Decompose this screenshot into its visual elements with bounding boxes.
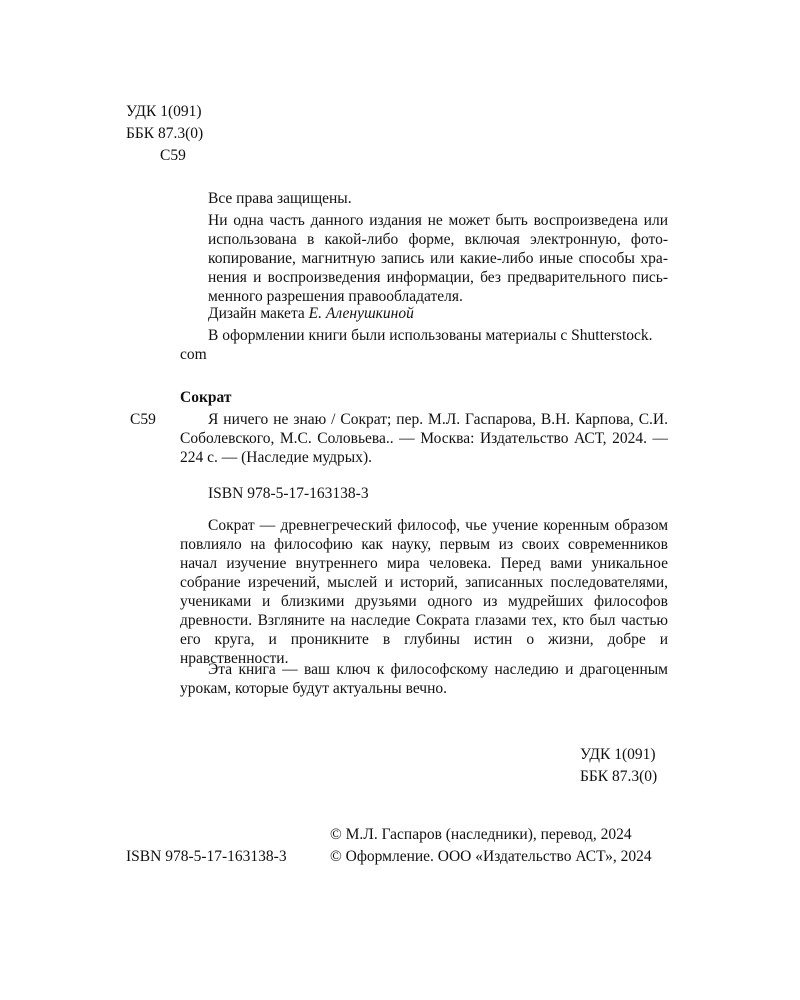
copyright-translation: © М.Л. Гаспаров (наследники), перевод, 2024 <box>330 826 632 843</box>
record-author: Сократ <box>180 389 232 406</box>
record-description: Я ничего не знаю / Сократ; пер. М.Л. Гаспарова, В.Н. Карпова, С.И. Соболевского, М.С. Соловьева.. — Москва: Издательство АСТ, 2024. — 224 с. — (Наследие мудрых). <box>180 411 668 466</box>
materials-credit-line-1: В оформлении книги были использованы материалы с Shutterstock. <box>208 327 653 344</box>
bbk-code-bottom: ББК 87.3(0) <box>580 768 658 785</box>
copy-notice: Ни одна часть данного издания не может быть воспроизведена или использована в какой-либо форме, включая электронную, фотокопирование, магнитную запись или какие-либо иные способы хранения и воспроизведения информации, без предварительного письменного разрешения правообладателя. <box>208 212 668 305</box>
all-rights-reserved: Все права защищены. <box>208 190 352 207</box>
author-mark: С59 <box>160 147 186 164</box>
bbk-code: ББК 87.3(0) <box>126 125 204 142</box>
annotation-paragraph-1: Сократ — древнегреческий философ, чье учение коренным образом повлияло на философию как науку, первым из своих современников начал изучение внутреннего мира человека. Перед вами уникальное собрание изречений, мыслей и историй, записанных последователями, учениками и близкими друзьями одного из мудрейших философов древности. Взгляните на наследие Сократа глазами тех, кто был частью его круга, и проникните в глубины истин о жизни, добре и нравственности. <box>180 517 668 667</box>
copyright-design: © Оформление. ООО «Издательство АСТ», 2024 <box>330 848 652 865</box>
udk-code: УДК 1(091) <box>126 103 202 120</box>
layout-design-credit <box>208 304 414 323</box>
record-isbn: ISBN 978-5-17-163138-3 <box>208 485 369 502</box>
udk-code-bottom: УДК 1(091) <box>580 746 656 763</box>
designer-name: Е. Аленушкиной <box>308 305 414 322</box>
annotation-paragraph-2: Эта книга — ваш ключ к философскому наследию и драгоценным урокам, которые будут актуальны вечно. <box>180 661 668 697</box>
design-label: Дизайн макета <box>208 305 305 322</box>
copyright-isbn: ISBN 978-5-17-163138-3 <box>126 848 287 865</box>
materials-credit <box>208 326 668 345</box>
record-author-mark: С59 <box>130 411 156 428</box>
materials-credit-line-2: com <box>180 346 207 363</box>
